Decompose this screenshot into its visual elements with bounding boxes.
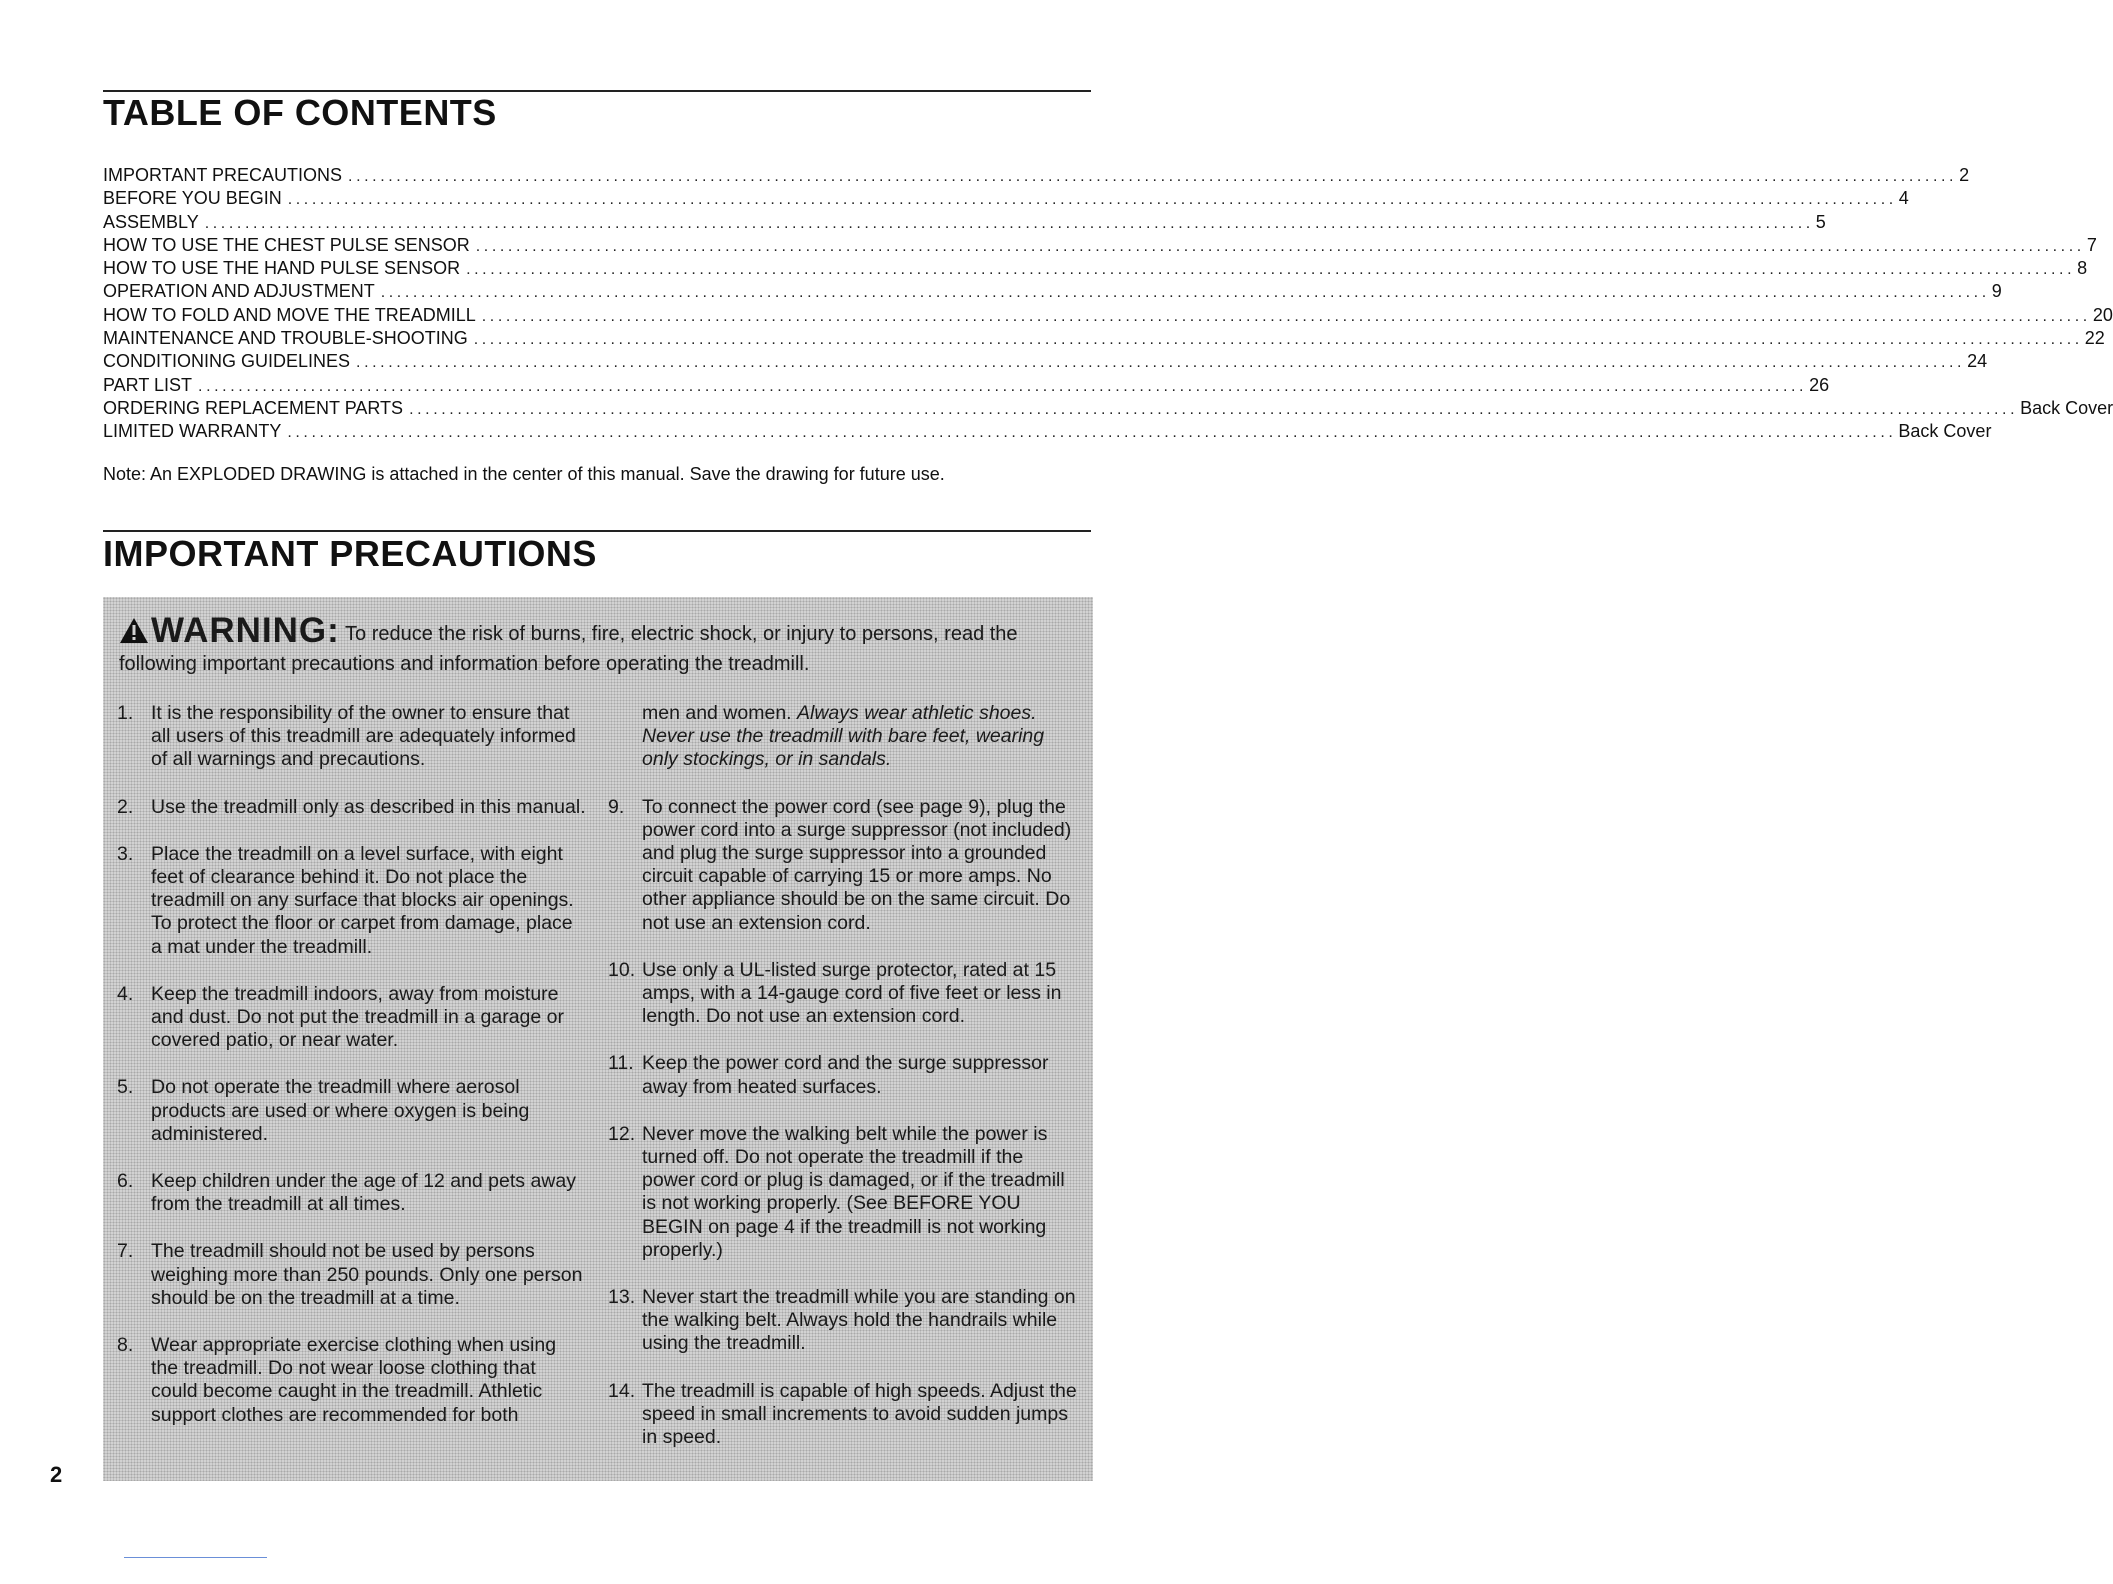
toc-leader-dots: ........................................................................................................................................................................................................ [473,331,2083,349]
toc-entry-title: ASSEMBLY [103,211,199,232]
toc-leader-dots: ........................................................................................................................................................................................................ [409,400,2019,418]
precaution-text: Keep children under the age of 12 and pets away from the treadmill at all times. [151,1170,576,1216]
toc-entry-title: HOW TO FOLD AND MOVE THE TREADMILL [103,304,476,325]
precaution-item [608,959,1078,1029]
precaution-text: Never start the treadmill while you are standing on the walking belt. Always hold the handrails while using the treadmill. [642,1286,1076,1355]
precaution-item [117,1240,587,1310]
warning-box [103,597,1093,1481]
precaution-number: 13. [608,1286,636,1309]
toc-entry [103,187,1909,210]
page-number: 2 [50,1462,63,1487]
toc-entry [103,257,2088,280]
precaution-number: 2. [117,795,134,818]
precaution-8-italic-text: Always wear athletic shoes. Never use the treadmill with bare feet, wearing only stockings, or in sandals. [642,702,1045,771]
toc-entry-title: BEFORE YOU BEGIN [103,188,282,209]
precaution-text: The treadmill should not be used by persons weighing more than 250 pounds. Only one person should be on the treadmill at a time. [151,1240,583,1309]
precaution-number: 4. [117,982,134,1005]
toc-leader-dots: ........................................................................................................................................................................................................ [287,191,1897,209]
warning-text: To reduce the risk of burns, fire, electric shock, or injury to persons, read the following important precautions and information before operating the treadmill. [119,623,1018,675]
toc-leader-dots: ........................................................................................................................................................................................................ [198,377,1808,395]
toc-leader-dots: ........................................................................................................................................................................................................ [356,354,1966,372]
toc-entry [103,234,2097,257]
bottom-decor-line [124,1557,267,1558]
toc-entry-page: 24 [1967,351,1988,372]
precaution-item-8-continued [608,702,1078,772]
toc-entry-title: ORDERING REPLACEMENT PARTS [103,397,404,418]
toc-entry-page: 9 [1991,281,2002,302]
precaution-item [117,796,587,819]
precaution-item [117,983,587,1053]
precautions-left-column [117,702,587,1427]
precaution-item [117,702,587,772]
precaution-text: Keep the power cord and the surge suppressor away from heated surfaces. [642,1052,1049,1098]
toc-leader-dots: ........................................................................................................................................................................................................ [204,214,1814,232]
precaution-8-continued-text: men and women. [642,702,792,724]
toc-entry-title: LIMITED WARRANTY [103,421,282,442]
precaution-text: Keep the treadmill indoors, away from moisture and dust. Do not put the treadmill in a garage or covered patio, or near water. [151,982,565,1052]
toc-title: TABLE OF CONTENTS [103,92,497,133]
toc-entry [103,211,1826,234]
precautions-top-rule [103,530,1091,532]
precaution-text: The treadmill is capable of high speeds. Adjust the speed in small increments to avoid sudden jumps in speed. [642,1379,1077,1449]
precaution-number: 3. [117,842,134,865]
precaution-number: 14. [608,1379,636,1402]
toc-entry [103,164,1970,187]
toc-leader-dots: ........................................................................................................................................................................................................ [380,284,1990,302]
precaution-text: Place the treadmill on a level surface, with eight feet of clearance behind it. Do not place the treadmill on any surface that blocks air openings. To protect the floor or carpet from damage, place a mat under the treadmill. [151,842,574,958]
precaution-item [117,1334,587,1427]
precaution-text: Never move the walking belt while the power is turned off. Do not operate the treadmill if the power cord or plug is damaged, or if the treadmill is not working properly. (See BEFORE YOU BEGIN on page 4 if the treadmill is not working properly.) [642,1122,1065,1261]
precaution-number: 12. [608,1122,636,1145]
precaution-item [608,796,1078,935]
toc-entry [103,280,2002,303]
toc-entry-page: 22 [2084,328,2105,349]
precaution-item [608,1123,1078,1262]
precaution-item [117,1170,587,1216]
precautions-title: IMPORTANT PRECAUTIONS [103,533,597,574]
precaution-number: 7. [117,1240,134,1263]
toc-entry-title: PART LIST [103,374,193,395]
toc-entry-page: Back Cover [2020,397,2113,418]
precaution-item [608,1286,1078,1356]
precautions-right-column [608,702,1078,1449]
toc-leader-dots: ........................................................................................................................................................................................................ [481,307,2091,325]
toc-entry-title: HOW TO USE THE CHEST PULSE SENSOR [103,234,470,255]
toc-entry-page: 2 [1959,165,1970,185]
toc-entry-title: MAINTENANCE AND TROUBLE-SHOOTING [103,328,468,349]
toc-entry-page: 20 [2092,304,2113,325]
toc-leader-dots: ........................................................................................................................................................................................................ [466,261,2076,279]
toc-entry-page: Back Cover [1898,421,1992,442]
precaution-number: 5. [117,1076,134,1099]
warning-label: WARNING: [151,611,340,650]
precaution-number: 1. [117,702,134,724]
toc-entry [103,327,2105,350]
toc-note: Note: An EXPLODED DRAWING is attached in the center of this manual. Save the drawing for future use. [103,464,945,484]
toc-entry-page: 7 [2086,234,2097,255]
precaution-item [117,1076,587,1146]
toc-leader-dots: ........................................................................................................................................................................................................ [287,424,1897,442]
toc-entry-title: OPERATION AND ADJUSTMENT [103,281,375,302]
precaution-text: Do not operate the treadmill where aerosol products are used or where oxygen is being administered. [151,1076,530,1145]
precaution-text: Use only a UL-listed surge protector, rated at 15 amps, with a 14-gauge cord of five feet or less in length. Do not use an extension cord. [642,958,1062,1028]
precaution-text: It is the responsibility of the owner to ensure that all users of this treadmill are adequately informed of all warnings and precautions. [151,702,576,771]
toc-entry-page: 8 [2077,258,2088,279]
precaution-text: To connect the power cord (see page 9), plug the power cord into a surge suppressor (not included) and plug the surge suppressor into a grounded circuit capable of carrying 15 or more amps. No other appliance should be on the same circuit. Do not use an extension cord. [642,795,1072,934]
toc-entry [103,420,1992,443]
precaution-text: Wear appropriate exercise clothing when using the treadmill. Do not wear loose clothing that could become caught in the treadmill. Athletic support clothes are recommended for both [151,1334,557,1426]
precaution-number: 10. [608,958,636,981]
precaution-item [117,843,587,959]
toc-entry-page: 26 [1809,374,1830,395]
precaution-number: 8. [117,1334,134,1357]
precaution-number: 6. [117,1170,134,1193]
precaution-number: 11. [608,1052,634,1075]
toc-entry-title: CONDITIONING GUIDELINES [103,351,351,372]
toc-entry-title: HOW TO USE THE HAND PULSE SENSOR [103,258,461,279]
toc-entry [103,397,2113,420]
precaution-item [608,1052,1078,1098]
toc-list [103,164,2113,444]
toc-leader-dots: ........................................................................................................................................................................................................ [348,168,1958,185]
warning-header [119,611,1079,677]
precaution-item [608,1380,1078,1450]
toc-leader-dots: ........................................................................................................................................................................................................ [475,237,2085,255]
toc-entry-page: 5 [1815,211,1826,232]
precaution-number: 9. [608,795,625,818]
toc-entry [103,374,1830,397]
warning-triangle-icon [119,617,149,651]
toc-entry-title: IMPORTANT PRECAUTIONS [103,165,343,185]
toc-entry-page: 4 [1898,188,1909,209]
toc-entry [103,350,1988,373]
precaution-text: Use the treadmill only as described in this manual. [151,795,586,818]
toc-entry [103,304,2113,327]
